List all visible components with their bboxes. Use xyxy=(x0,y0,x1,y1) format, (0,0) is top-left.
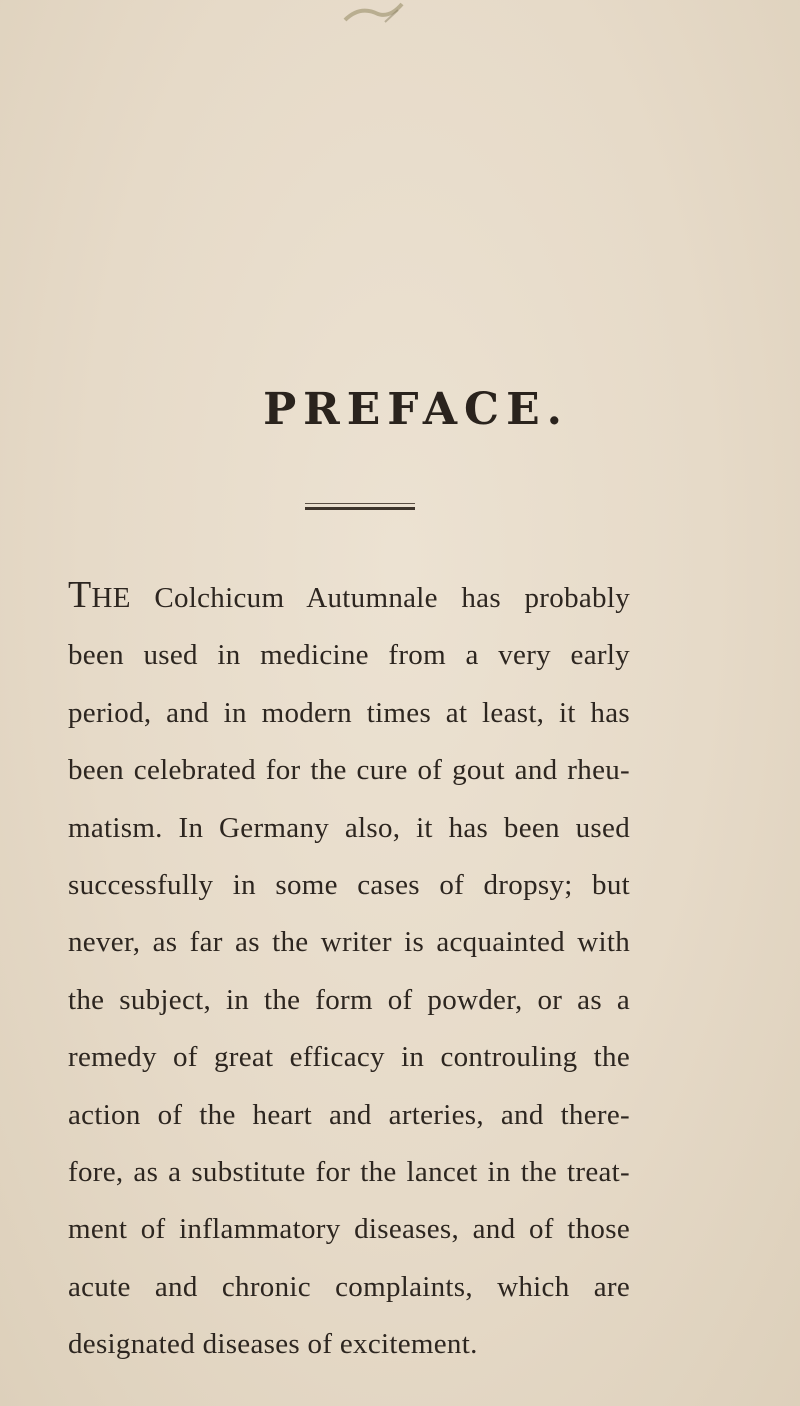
title-rule xyxy=(305,503,415,510)
text-line: designated diseases of excitement. xyxy=(68,1328,478,1361)
text-line: action of the heart and arteries, and there- xyxy=(68,1098,630,1131)
text-line: period, and in modern times at least, it has xyxy=(68,696,630,729)
text-line: never, as far as the writer is acquainted with xyxy=(68,926,630,959)
page-edge-mark xyxy=(340,0,410,30)
text-line xyxy=(68,570,630,627)
text-line: the subject, in the form of powder, or as a xyxy=(68,983,630,1016)
text-line: matism. In Germany also, it has been used xyxy=(68,811,630,844)
text-line: acute and chronic complaints, which are xyxy=(68,1270,630,1303)
text-line: been used in medicine from a very early xyxy=(68,639,630,672)
text-line: been celebrated for the cure of gout and rheu- xyxy=(68,754,630,787)
text-line: remedy of great efficacy in controuling the xyxy=(68,1041,630,1074)
rule-thin-line xyxy=(305,503,415,504)
text-line-content: HE Colchicum Autumnale has probably xyxy=(91,582,630,614)
rule-thick-line xyxy=(305,507,415,510)
drop-cap: T xyxy=(68,574,92,616)
text-line: ment of inflammatory diseases, and of those xyxy=(68,1213,630,1246)
text-line: successfully in some cases of dropsy; but xyxy=(68,868,630,901)
page-title: PREFACE. xyxy=(263,384,569,435)
text-line: fore, as a substitute for the lancet in the treat- xyxy=(68,1155,630,1188)
preface-paragraph xyxy=(68,570,630,1373)
